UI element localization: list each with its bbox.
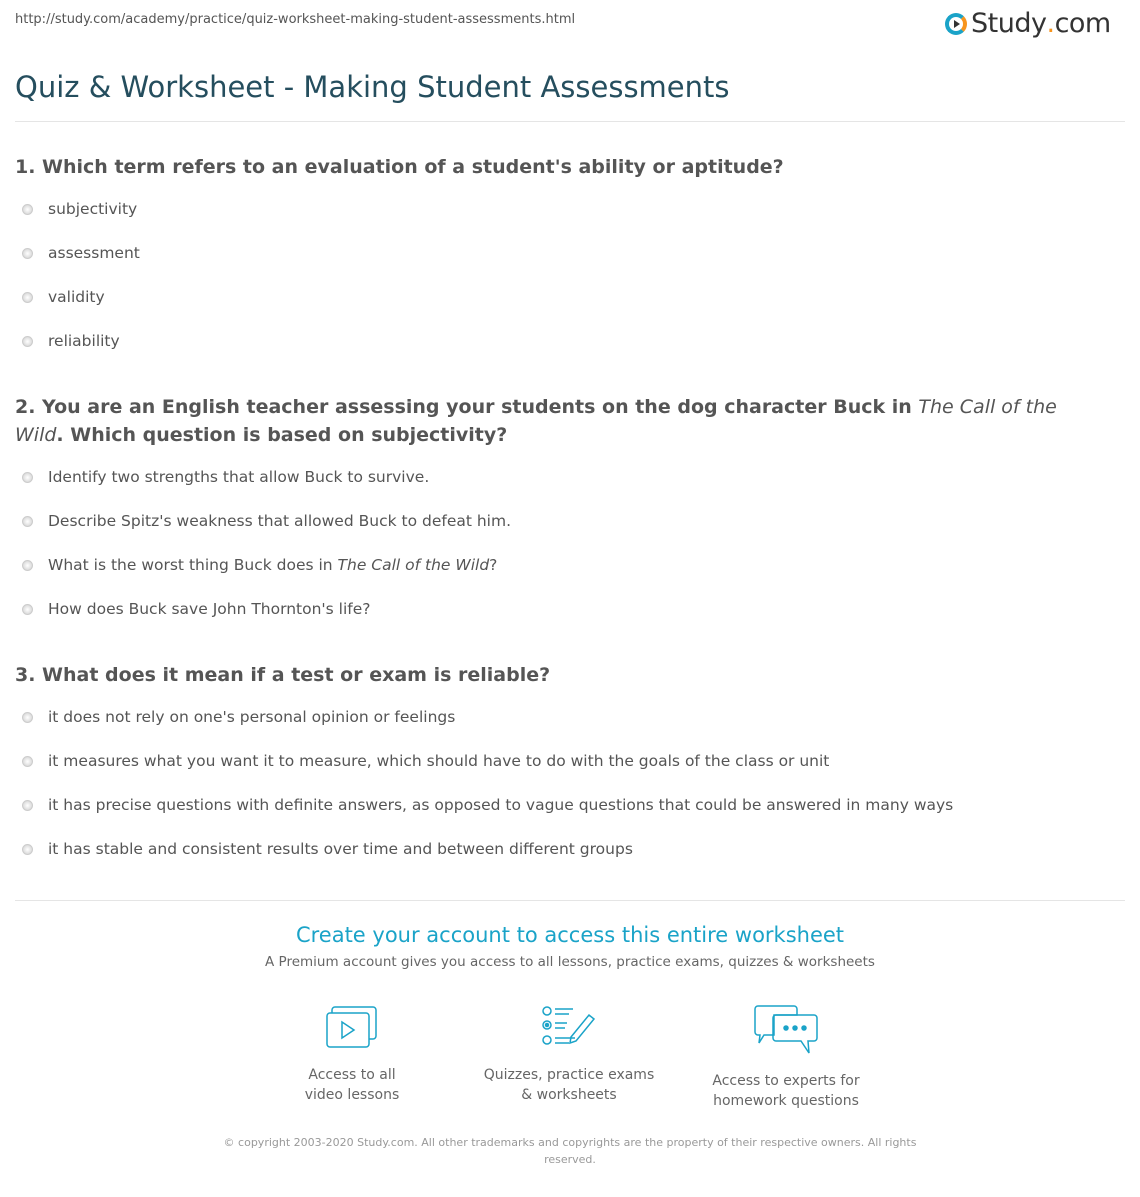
cta-link[interactable]: Create your account to access this entire worksheet xyxy=(295,923,845,947)
radio-button[interactable] xyxy=(22,712,33,723)
feature-line: Quizzes, practice exams xyxy=(483,1067,655,1083)
answer-option[interactable] xyxy=(22,288,105,306)
radio-button[interactable] xyxy=(22,472,33,483)
option-label: it does not rely on one's personal opinion or feelings xyxy=(48,708,456,726)
logo-tld: com xyxy=(1054,8,1111,39)
logo-dot: . xyxy=(1046,8,1055,39)
feature-experts xyxy=(686,1005,886,1111)
answer-option[interactable] xyxy=(22,332,120,350)
answer-option[interactable] xyxy=(22,708,455,726)
option-label: Describe Spitz's weakness that allowed Buck to defeat him. xyxy=(48,512,512,530)
answer-option[interactable] xyxy=(22,468,429,486)
option-label: reliability xyxy=(48,332,120,350)
answer-option[interactable] xyxy=(22,840,633,858)
page-title: Quiz & Worksheet - Making Student Assessments xyxy=(15,70,730,104)
feature-line: & worksheets xyxy=(521,1087,617,1103)
play-logo-icon xyxy=(945,13,967,35)
book-title: The Call of the Wild xyxy=(337,556,490,574)
question-3: 3. What does it mean if a test or exam is reliable? xyxy=(15,664,551,686)
study-logo[interactable] xyxy=(945,8,1111,39)
feature-line: Access to experts for xyxy=(712,1073,860,1089)
option-label: subjectivity xyxy=(48,200,138,218)
radio-button[interactable] xyxy=(22,756,33,767)
radio-button[interactable] xyxy=(22,604,33,615)
q-text: . Which question is based on subjectivity? xyxy=(56,424,508,446)
radio-button[interactable] xyxy=(22,204,33,215)
question-2 xyxy=(15,393,1105,449)
feature-line: Access to all xyxy=(308,1067,396,1083)
answer-option[interactable] xyxy=(22,796,953,814)
chat-bubbles-icon xyxy=(754,1005,818,1055)
question-1: 1. Which term refers to an evaluation of a student's ability or aptitude? xyxy=(15,156,784,178)
footer-line: © copyright 2003-2020 Study.com. All other trademarks and copyrights are the property of their respective owners. All rights xyxy=(223,1136,917,1149)
feature-line: video lessons xyxy=(304,1087,400,1103)
radio-button[interactable] xyxy=(22,560,33,571)
radio-button[interactable] xyxy=(22,292,33,303)
radio-button[interactable] xyxy=(22,248,33,259)
radio-button[interactable] xyxy=(22,336,33,347)
video-lessons-icon xyxy=(326,1005,378,1049)
option-label: it measures what you want it to measure, which should have to do with the goals of the class or unit xyxy=(48,752,830,770)
feature-video xyxy=(252,1005,452,1105)
opt-text: What is the worst thing Buck does in xyxy=(48,556,338,574)
option-label: it has precise questions with definite answers, as opposed to vague questions that could be answered in many ways xyxy=(48,796,954,814)
option-label: Identify two strengths that allow Buck to survive. xyxy=(48,468,430,486)
book-title: The Call of the Wild xyxy=(15,396,1057,446)
feature-line: homework questions xyxy=(713,1093,859,1109)
feature-quizzes xyxy=(469,1005,669,1105)
divider xyxy=(15,121,1125,122)
answer-option[interactable] xyxy=(22,512,511,530)
footer-line: reserved. xyxy=(544,1153,596,1166)
answer-option[interactable] xyxy=(22,600,371,618)
answer-option[interactable] xyxy=(22,752,829,770)
opt-text: ? xyxy=(489,556,498,574)
radio-button[interactable] xyxy=(22,516,33,527)
option-label: How does Buck save John Thornton's life? xyxy=(48,600,371,618)
option-label xyxy=(48,556,497,574)
page-url: http://study.com/academy/practice/quiz-worksheet-making-student-assessments.html xyxy=(15,12,576,27)
divider xyxy=(15,900,1125,901)
radio-button[interactable] xyxy=(22,800,33,811)
answer-option[interactable] xyxy=(22,200,137,218)
quiz-checklist-icon xyxy=(541,1005,597,1049)
option-label: validity xyxy=(48,288,105,306)
option-label: it has stable and consistent results over time and between different groups xyxy=(48,840,633,858)
footer-copyright xyxy=(0,1134,1140,1168)
cta-subtitle: A Premium account gives you access to all lessons, practice exams, quizzes & worksheets xyxy=(265,954,875,970)
radio-button[interactable] xyxy=(22,844,33,855)
option-label: assessment xyxy=(48,244,140,262)
logo-text: Study xyxy=(971,8,1047,39)
q-text: 2. You are an English teacher assessing your students on the dog character Buck in xyxy=(15,396,919,418)
answer-option[interactable] xyxy=(22,244,140,262)
answer-option[interactable] xyxy=(22,556,497,574)
